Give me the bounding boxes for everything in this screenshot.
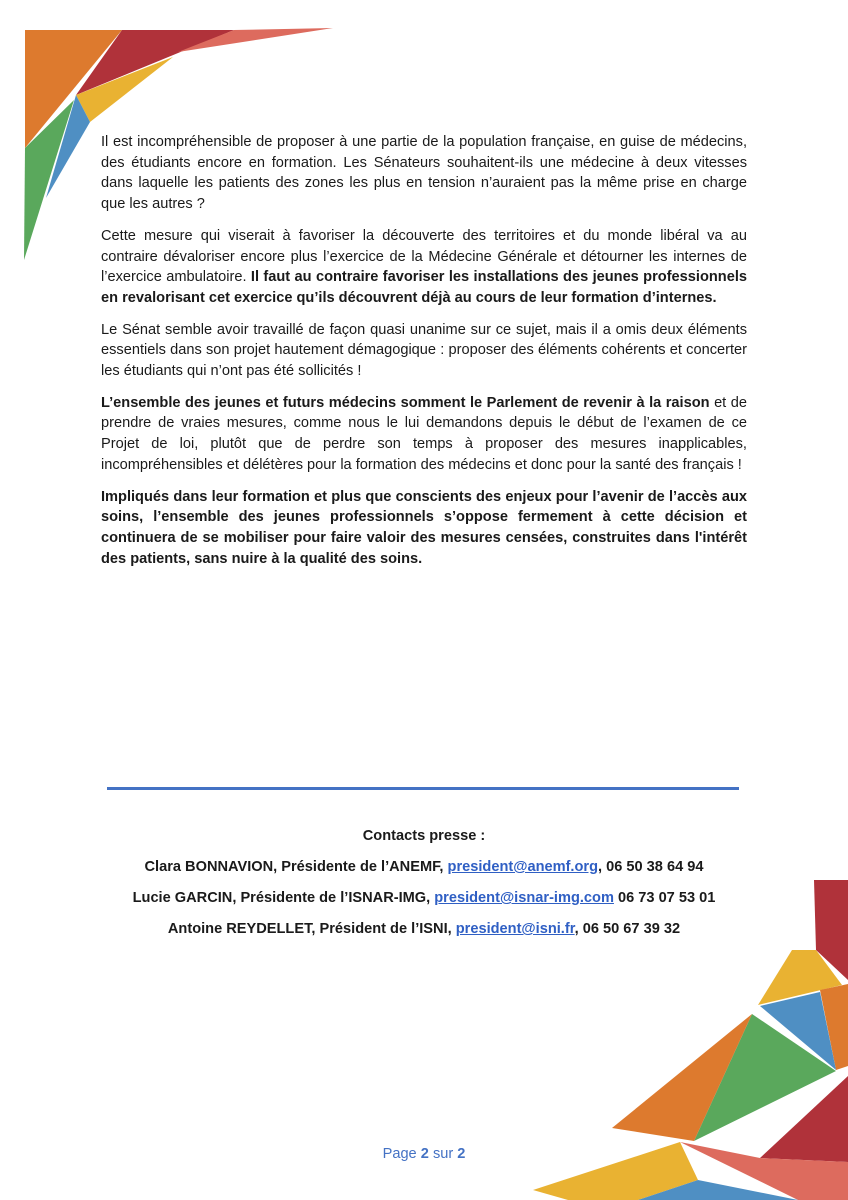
contact-phone: , 06 50 67 39 32: [574, 921, 681, 937]
paragraph-4-emphasis: L’ensemble des jeunes et futurs médecins somment le Parlement de revenir à la raison: [101, 394, 710, 411]
contact-name: Antoine REYDELLET, Président de l’ISNI,: [167, 921, 456, 937]
total-pages: 2: [457, 1146, 466, 1162]
contact-name: Lucie GARCIN, Présidente de l’ISNAR-IMG,: [132, 890, 435, 906]
paragraph-5: [101, 487, 747, 570]
paragraph-2-emphasis: Il faut au contraire favoriser les installations des jeunes professionnels en revalorisant cet exercice qu’ils découvrent déjà au cours de leur formation d’internes.: [101, 269, 747, 306]
paragraph-1: Il est incompréhensible de proposer à une partie de la population française, en guise de médecins, des étudiants encore en formation. Les Sénateurs souhaitent-ils une médecine à deux vitesses dans laquelle les patients des zones les plus en tension n’auraient pas la même prise en charge que les autres ?: [101, 134, 747, 213]
contact-name: Clara BONNAVION, Présidente de l’ANEMF,: [144, 859, 448, 875]
contact-phone: 06 73 07 53 01: [613, 890, 716, 906]
paragraph-4: [101, 393, 747, 476]
section-divider: [107, 787, 739, 790]
paragraph-4-text: et de prendre de vraies mesures, comme nous le lui demandons depuis le début de l’examen de ce Projet de loi, plutôt que de perdre son temps à proposer des mesures inapplicables, incompréhensibles et délétères pour la formation des médecins et donc pour la santé des français !: [101, 394, 747, 473]
paragraph-5-emphasis: Impliqués dans leur formation et plus que conscients des enjeux pour l’avenir de l’accès aux soins, l’ensemble des jeunes professionnels s’oppose fermement à cette décision et continuera de se mobiliser pour faire valoir des mesures censées, construites dans l'intérêt des patients, sans nuire à la qualité des soins.: [101, 488, 747, 567]
current-page: 2: [420, 1146, 429, 1162]
contacts-title: Contacts presse :: [362, 828, 486, 844]
paragraph-2: [101, 226, 747, 309]
email-link-anemf[interactable]: president@anemf.org: [447, 859, 598, 875]
page-number: [0, 1146, 848, 1162]
paragraph-3: Le Sénat semble avoir travaillé de façon quasi unanime sur ce sujet, mais il a omis deux éléments essentiels dans son projet hautement démagogique : proposer des éléments cohérents et concerter les étudiants qui n’ont pas été sollicités !: [101, 321, 747, 380]
press-release-body: [101, 132, 747, 580]
contact-phone: , 06 50 38 64 94: [598, 859, 704, 875]
email-link-isni[interactable]: president@isni.fr: [455, 921, 575, 937]
paragraph-2-text: Cette mesure qui viserait à favoriser la découverte des territoires et du monde libéral va au contraire dévaloriser encore plus l’exercice de la Médecine Générale et détourner les internes de l’exercice ambulatoire.: [101, 227, 747, 286]
page-separator: sur: [432, 1146, 454, 1162]
email-link-isnar-img[interactable]: president@isnar-img.com: [434, 890, 614, 906]
page-label: Page: [382, 1146, 417, 1162]
